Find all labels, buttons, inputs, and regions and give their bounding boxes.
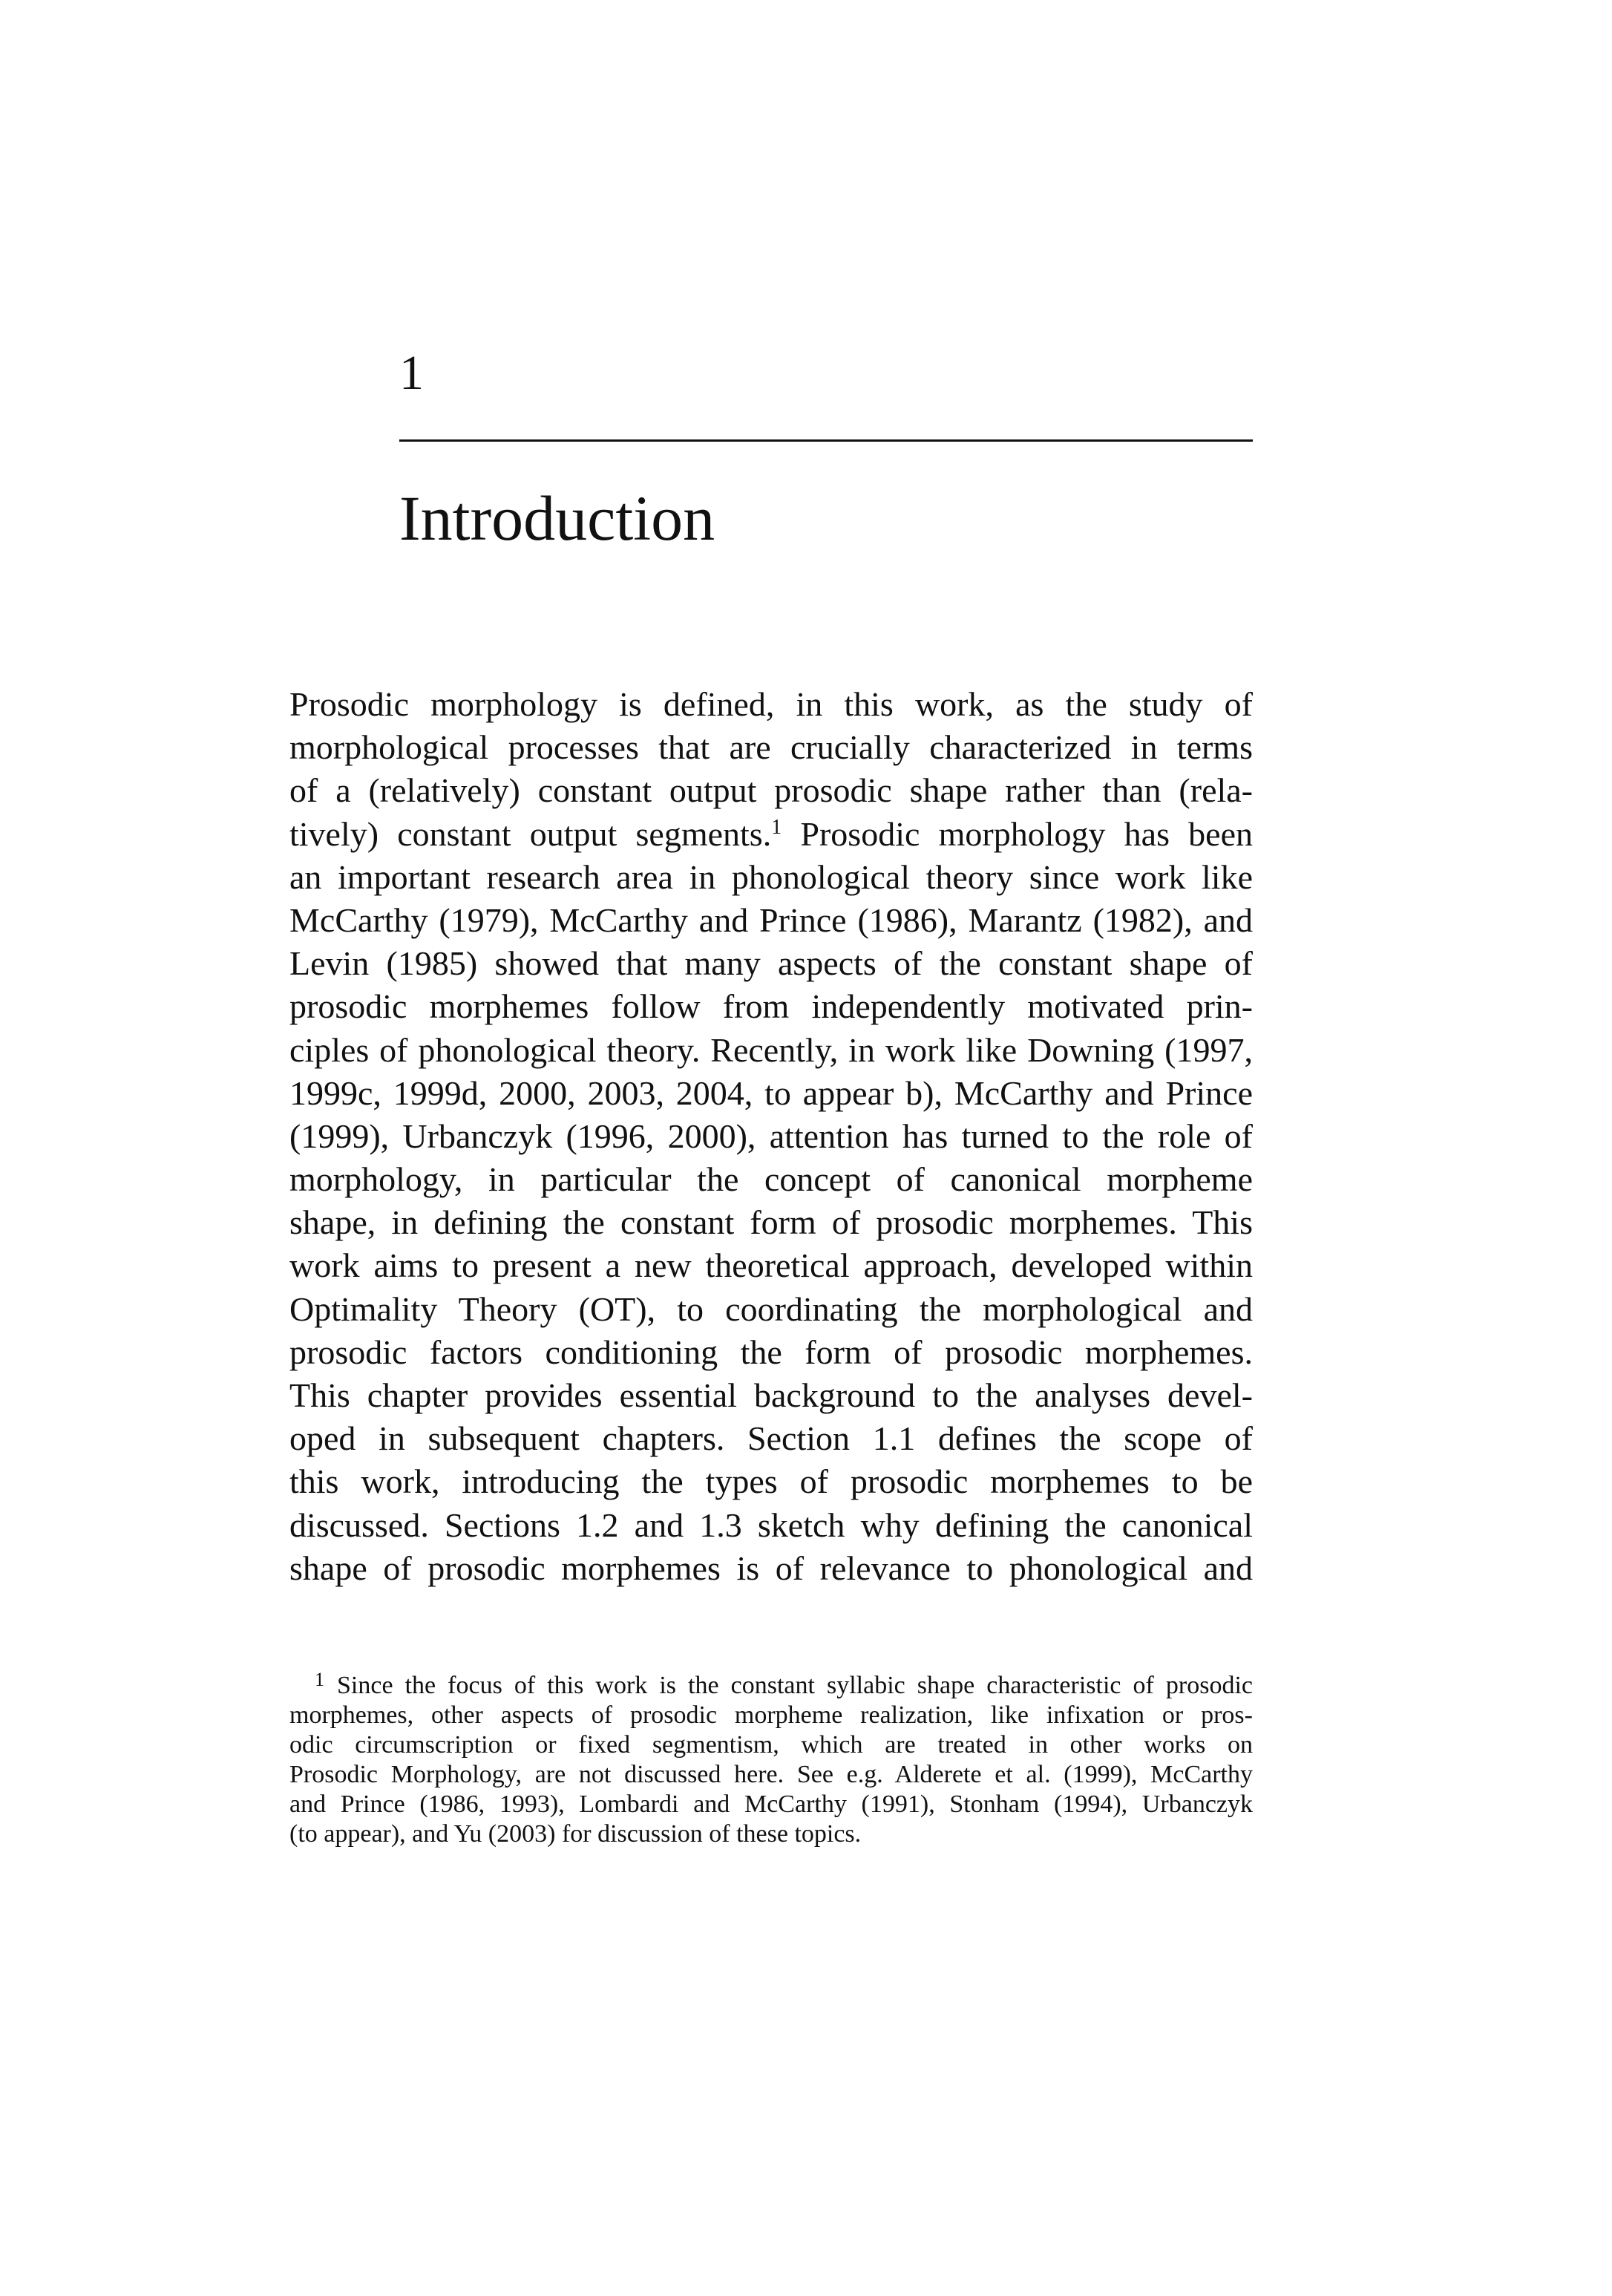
body-line: this work, introducing the types of prosodic morphemes to be — [289, 1462, 1253, 1501]
body-line: shape of prosodic morphemes is of relevance to phonological and — [289, 1548, 1253, 1587]
body-line-part: tively) constant output segments. — [289, 814, 772, 853]
body-paragraph — [289, 683, 1253, 1590]
body-line: 1999c, 1999d, 2000, 2003, 2004, to appear b), McCarthy and Prince — [289, 1073, 1253, 1112]
chapter-title: Introduction — [399, 483, 715, 554]
body-line: (1999), Urbanczyk (1996, 2000), attention has turned to the role of — [289, 1116, 1253, 1155]
footnote-marker: 1 — [315, 1669, 324, 1690]
body-line: morphological processes that are crucially characterized in terms — [289, 728, 1253, 767]
footnote-line: and Prince (1986, 1993), Lombardi and McCarthy (1991), Stonham (1994), Urbanczyk — [289, 1790, 1253, 1818]
body-line: This chapter provides essential background to the analyses devel- — [289, 1376, 1253, 1414]
footnote-line: morphemes, other aspects of prosodic morpheme realization, like infixation or pros- — [289, 1701, 1253, 1729]
body-line: discussed. Sections 1.2 and 1.3 sketch why defining the canonical — [289, 1505, 1253, 1544]
body-line: Optimality Theory (OT), to coordinating the morphological and — [289, 1289, 1253, 1328]
body-line: prosodic factors conditioning the form of prosodic morphemes. — [289, 1332, 1253, 1371]
body-line: morphology, in particular the concept of canonical morpheme — [289, 1160, 1253, 1199]
chapter-divider — [399, 439, 1253, 442]
body-line: of a (relatively) constant output prosodic shape rather than (rela- — [289, 771, 1253, 810]
body-line: Prosodic morphology is defined, in this work, as the study of — [289, 685, 1253, 723]
footnote-line: Prosodic Morphology, are not discussed here. See e.g. Alderete et al. (1999), McCarthy — [289, 1761, 1253, 1788]
footnote-line: Since the focus of this work is the constant syllabic shape characteristic of prosodic — [337, 1672, 1253, 1699]
body-line: shape, in defining the constant form of prosodic morphemes. This — [289, 1203, 1253, 1242]
body-line: an important research area in phonological theory since work like — [289, 857, 1253, 896]
footnote-reference: 1 — [771, 815, 782, 839]
body-line: prosodic morphemes follow from independently motivated prin- — [289, 987, 1253, 1026]
body-line: oped in subsequent chapters. Section 1.1 defines the scope of — [289, 1419, 1253, 1458]
footnote-line: odic circumscription or fixed segmentism, which are treated in other works on — [289, 1731, 1253, 1759]
chapter-number: 1 — [399, 346, 424, 400]
footnote-line: (to appear), and Yu (2003) for discussion of these topics. — [289, 1820, 862, 1848]
footnote — [289, 1671, 1253, 1849]
body-line: ciples of phonological theory. Recently, in work like Downing (1997, — [289, 1030, 1253, 1069]
body-line-part: Prosodic morphology has been — [800, 814, 1254, 853]
body-line: Levin (1985) showed that many aspects of the constant shape of — [289, 944, 1253, 983]
body-line: McCarthy (1979), McCarthy and Prince (1986), Marantz (1982), and — [289, 900, 1253, 939]
body-line: work aims to present a new theoretical approach, developed within — [289, 1246, 1253, 1285]
body-line — [289, 813, 1253, 856]
